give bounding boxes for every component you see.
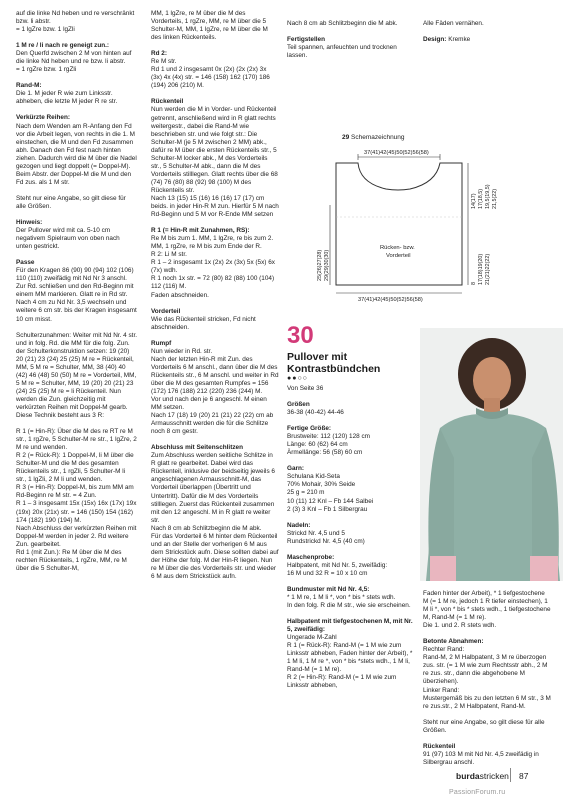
paragraph [287, 465, 417, 513]
section-heading: 1 M re / li nach re geneigt zun.: [16, 42, 110, 50]
paragraph-text: * 1 M re, 1 M li *, von * bis * stets wdh. In den folg. R die M str., wie sie erscheinen. [287, 593, 411, 609]
paragraph-text: R 1 (= Hin-R): Über die M des re RT re M str., 1 rgZre, 5 Schulter-M re str., 1 lgZre, 2 M re und wenden. R 2 (= Rück-R): 1 Doppel-M, li M über die Schulter-M und die M des gesamten Rückenteils str., 1 rgZli, 5 Schulter-M li str., 1 lgZli, 2 M li und wenden. R 3 (= Hin-R): Doppel-M, bis zum MM am Rd-Beginn re M str. = 4 Zun. R 1 – 3 insgesamt 15x (15x) 16x (17x) 19x (19x) 20x (21x) str. = 146 (150) 154 (162) 174 (182) 190 (194) M. Nach Abschluss der verkürzten Reihen mit Doppel-M werden in jeder 2. Rd weitere Zun. gearbeitet. Rd 1 (mit Zun.): Re M über die M des rechten Rückenteils, 1 rgZre, MM, re M über die 5 Schulter-M, [16, 428, 137, 572]
paragraph-text: Brustweite: 112 (120) 128 cm Länge: 60 (62) 64 cm Ärmellänge: 56 (58) 60 cm [287, 433, 370, 457]
pattern-title: Pullover mit Kontrastbündchen [287, 351, 381, 375]
paragraph-text: Rechter Rand: Rand-M, 2 M Halbpatent, 3 M re überzogen zus. str. (= 1 M wie zum Rechtsstr abh., 2 M re zus. str., dann die abgehobene M überziehen). Linker Rand: Mustergemäß bis zu den letzten 6 M str., 3 M re zus.str., 2 M Halbpatent, Rand-M. [423, 646, 551, 710]
schema-right-5: 17(18)19(20) [478, 253, 484, 285]
page-number: 87 [519, 771, 529, 781]
paragraph [151, 98, 279, 219]
paragraph [423, 20, 551, 28]
section-heading: Maschenprobe: [287, 553, 335, 561]
section-heading: Fertigstellen [287, 36, 325, 44]
paragraph-text: Von Seite 36 [287, 385, 324, 392]
schema-bottom-width: 37(41)42(45)50(52)56(58) [358, 297, 423, 303]
schema-right-6: 21(21)22(22) [485, 253, 491, 285]
schema-label-back: Rücken- bzw. [380, 245, 415, 251]
paragraph [151, 50, 279, 90]
section-heading: Abschluss mit Seitenschlitzen [151, 444, 243, 452]
section-heading: Halbpatent mit tiefgestochenen M, mit Nr. 5, zweifädig: [287, 618, 413, 634]
paragraph-text: MM, 1 lgZre, re M über die M des Vorderteils, 1 rgZre, MM, re M über die 5 Schulter-M, MM, 1 lgZre, re M über die M des linken Rückenteils. [151, 10, 268, 42]
paragraph-text: 36-38 (40-42) 44-46 [287, 409, 344, 417]
paragraph [151, 340, 279, 437]
paragraph-text: Nun wieder in Rd. str. Nach der letzten Hin-R mit Zun. des Vorderteils 6 M anschl., dann über die M des Rückenteils str., 6 M anschl. und weiter in Rd über die M des gesamten Rumpfes = 156 (172) 176 (188) 212 (220) 236 (244) M. Vor und nach den je 6 angeschl. M einen MM setzen. Nach 17 (18) 19 (20) 21 (21) 22 (22) cm ab Armausschnitt werden die für die Schlitze noch 8 cm gestr. [151, 347, 279, 436]
section-heading: Rand-M: [16, 82, 42, 90]
paragraph [16, 259, 137, 323]
paragraph-text: Wie das Rückenteil stricken, Fd nicht abschneiden. [151, 315, 256, 331]
paragraph [16, 114, 137, 186]
paragraph [16, 195, 137, 211]
paragraph [16, 42, 137, 74]
paragraph-text: Den Querfd zwischen 2 M von hinten auf die linke Nd heben und re bzw. li abstr. = 1 rgZre bzw. 1 rgZli [16, 50, 132, 74]
paragraph [287, 522, 417, 546]
section-heading: Bundmuster mit Nd Nr. 4,5: [287, 585, 370, 593]
paragraph [151, 10, 279, 42]
text-column-4-top [423, 20, 551, 52]
paragraph [287, 401, 417, 417]
schema-left-2: 29(29)30(30) [324, 249, 330, 281]
paragraph [287, 385, 417, 393]
section-heading: Rückenteil [151, 98, 184, 106]
model-photo [420, 328, 563, 581]
paragraph-text: Alle Fäden vernähen. [423, 20, 484, 27]
paragraph-text: Der Pullover wird mit ca. 5-10 cm negativem Spielraum von oben nach unten gestrickt. [16, 227, 120, 251]
text-column-3-top [287, 20, 417, 68]
paragraph-text: Nach 8 cm ab Schlitzbeginn die M abk. [287, 20, 398, 27]
paragraph [16, 10, 137, 34]
schema-right-3: 19,5(19,5) [485, 184, 491, 209]
text-column-2 [151, 10, 279, 589]
schema-left-1: 25(26)27(28) [317, 249, 323, 281]
section-heading: Vorderteil [151, 307, 181, 315]
paragraph-text: Steht nur eine Angabe, so gilt diese für alle Größen. [16, 194, 126, 210]
paragraph [151, 227, 279, 299]
paragraph-text: Re M str. Rd 1 und 2 insgesamt 0x (2x) (2x (2x) 3x (3x) 4x (4x) str. = 146 (158) 162 (170) 186 (194) 206 (210) M. [151, 58, 270, 90]
paragraph-text: Zum Abschluss werden seitliche Schlitze in R glatt re gearbeitet. Dabei wird das Rückenteil, inklusive der beidseitig jeweils 6 angeschlagenen Armausschnitt-M, das Vorderteil überlappen (Übertritt und Untertritt). Dafür die M des Vorderteils stilllegen. Zuerst das Rückenteil zusammen mit den 12 angeschl. M in R glatt re weiter str. Nach 8 cm ab Schlitzbeginn die M abk. Für das Vorderteil 6 M hinter dem Rückenteil und an der Stelle der vorherigen 6 M aus dem Strickstück aufn. Diese sollten dabei auf der Höhe der folg. M der Hin-R liegen. Nun re M über die des Vorderteils str. und wieder 6 M aus dem Strickstück aufn. [151, 452, 279, 580]
paragraph-text: Schulana Kid-Seta 70% Mohair, 30% Seide 25 g = 210 m 10 (11) 12 Knl – Fb 144 Salbei 2 (3) 3 Knl – Fb 1 Silbergrau [287, 473, 374, 513]
difficulty-rating: ●●○○ [287, 375, 308, 382]
paragraph [16, 332, 137, 421]
paragraph [16, 219, 137, 251]
schema-right-2: 17(18,5) [478, 188, 484, 209]
section-heading: Betonte Abnahmen: [423, 638, 484, 646]
schema-right-1: 14(17) [471, 193, 477, 209]
schema-right-small: 8 [471, 282, 477, 285]
text-column-4 [423, 590, 551, 775]
paragraph [423, 743, 551, 767]
paragraph [287, 20, 417, 28]
paragraph-text: Faden hinter der Arbeit), * 1 tiefgestochene M (= 1 M re, jedoch 1 R tiefer einstechen), 1 M li *, von * bis * stets wdh., 1 tiefgestochene M, Rand-M (= 1 M re). Die 1. und 2. R stets wdh. [423, 590, 551, 630]
text-column-3 [287, 385, 417, 698]
paragraph-text: Halbpatent, mit Nd Nr. 5, zweifädig: 16 M und 32 R = 10 x 10 cm [287, 561, 388, 577]
section-heading: R 1 (= Hin-R mit Zunahmen, RS): [151, 227, 250, 235]
pattern-number: 30 [287, 322, 314, 349]
paragraph-text: Für den Kragen 86 (90) 90 (94) 102 (106) 110 (110) zweifädig mit Nd Nr 3 anschl. Zur Rd. schließen und den Rd-Beginn mit einem MM markieren. Glatt re in Rd str. Nach 4 cm zu Nd Nr. 3,5 wechseln und weitere 6 cm str. bis der Kragen insgesamt 10 cm misst. [16, 267, 137, 323]
section-heading: Design: [423, 36, 447, 44]
schema-title: 29 Schemazeichnung [342, 134, 405, 141]
paragraph [423, 590, 551, 630]
schematic-drawing [300, 145, 555, 305]
section-heading: Nadeln: [287, 521, 311, 529]
paragraph [151, 308, 279, 332]
paragraph-text: Kremke [448, 36, 471, 44]
paragraph-text: Schulterzunahmen: Weiter mit Nd Nr. 4 str. und in folg. Rd. die MM für die folg. Zun. der Schulterkonstruktion setzen: 19 (20) 20 (21) 23 (24) 25 (25) M re = Rückenteil, MM, 5 M re = Schulter, MM, 38 (40) 40 (42) 46 (48) 50 (50) M re = Vorderteil, MM, 5 M re = Schulter, MM, 19 (20) 20 (21) 23 (24) 25 (25) M re = li Rückenteil. Nun werden die Zun. gleichzeitig mit verkürzten Reihen mit Doppel-M gearb. Diese Technik besteht aus 3 R: [16, 331, 137, 420]
text-column-1 [16, 10, 137, 581]
paragraph-text: Teil spannen, anfeuchten und trocknen lassen. [287, 44, 397, 60]
paragraph-text: Ungerade M-Zahl R 1 (= Rück-R): Rand-M (= 1 M wie zum Linksstr abheben, Faden hinter der Arbeit), * 1 M li, 1 M re *, von * bis *stets wdh., 1 M li, Rand-M (= 1 M re). R 2 (= Hin-R): Rand-M (= 1 M wie zum Linksstr abheben, [287, 634, 413, 690]
schema-label-front: Vorderteil [386, 253, 411, 259]
schema-right-4: 21,5(22) [492, 188, 498, 209]
paragraph [16, 428, 137, 573]
magazine-brand: burdastricken [456, 771, 509, 781]
paragraph-text: Nach dem Wenden am R-Anfang den Fd vor die Arbeit legen, von rechts in die 1. M einstechen, die M und den Fd zusammen abh. Danach den Fd fest nach hinten ziehen. Dadurch wird die M über die Nadel gezogen und liegt doppelt (= Doppel-M). Beim Abstr. der Doppel-M die M und den Fd zus. als 1 M str. [16, 122, 137, 186]
section-heading: Garn: [287, 465, 305, 473]
section-heading: Fertige Größe: [287, 425, 332, 433]
section-heading: Passe [16, 259, 35, 267]
paragraph [287, 425, 417, 457]
paragraph [287, 618, 417, 690]
paragraph-text: Steht nur eine Angabe, so gilt diese für alle Größen. [423, 718, 545, 734]
paragraph-text: Nun werden die M in Vorder- und Rückenteil getrennt, anschließend wird in R glatt rechts weitergestr., dabei die Rand-M wie beschrieben str. und wie folgt str.: Die Schulter-M (je 5 M zwischen 2 MM) abk., dafür re M über die ersten Rückenteils str., 5 Schulter-M locker abk., M des Vorderteils str., 5 Schulter-M abk., dann die M des Vorderteils stilllegen. Glatt rechts über die 68 (74) 76 (80) 88 (92) 98 (100) M des Rückenteils str. Nach 13 (15) 15 (16) 16 (16) 17 (17) cm beids. in jeder Hin-R M zun. Hierfür 5 M nach Rd-Beginn und 5 M vor R-Ende MM setzen [151, 106, 279, 219]
watermark: PassionForum.ru [449, 789, 506, 796]
paragraph [287, 36, 417, 60]
section-heading: Verkürzte Reihen: [16, 114, 70, 122]
paragraph-text: Strickd Nr. 4,5 und 5 Rundstrickd Nr. 4,5 (40 cm) [287, 529, 365, 545]
paragraph-text: 91 (97) 103 M mit Nd Nr. 4,5 zweifädig in Silbergrau anschl. [423, 750, 539, 766]
paragraph [287, 554, 417, 578]
schema-top-width: 37(41)42(45)50(52)56(58) [364, 150, 429, 156]
section-heading: Größen [287, 401, 310, 409]
footer-separator [510, 768, 511, 782]
paragraph-text: auf die linke Nd heben und re verschränkt bzw. li abstr. = 1 lgZre bzw. 1 lgZli [16, 10, 135, 34]
section-heading: Rückenteil [423, 742, 456, 750]
paragraph [423, 36, 551, 44]
paragraph [423, 719, 551, 735]
section-heading: Rumpf [151, 339, 172, 347]
section-heading: Hinweis: [16, 218, 43, 226]
section-heading: Rd 2: [151, 50, 167, 58]
paragraph [16, 82, 137, 106]
paragraph [423, 638, 551, 710]
paragraph-text: Re M bis zum 1. MM, 1 lgZre, re bis zum 2. MM, 1 rgZre, re M bis zum Ende der R. R 2: Li M str. R 1 – 2 insgesamt 1x (2x) 2x (3x) 5x (5x) 6x (7x) wdh. R 1 noch 1x str. = 72 (80) 82 (88) 100 (104) 112 (116) M. Faden abschneiden. [151, 235, 275, 299]
paragraph-text: Die 1. M jeder R wie zum Linksstr. abheben, die letzte M jeder R re str. [16, 90, 118, 106]
paragraph [151, 444, 279, 581]
paragraph [287, 586, 417, 610]
